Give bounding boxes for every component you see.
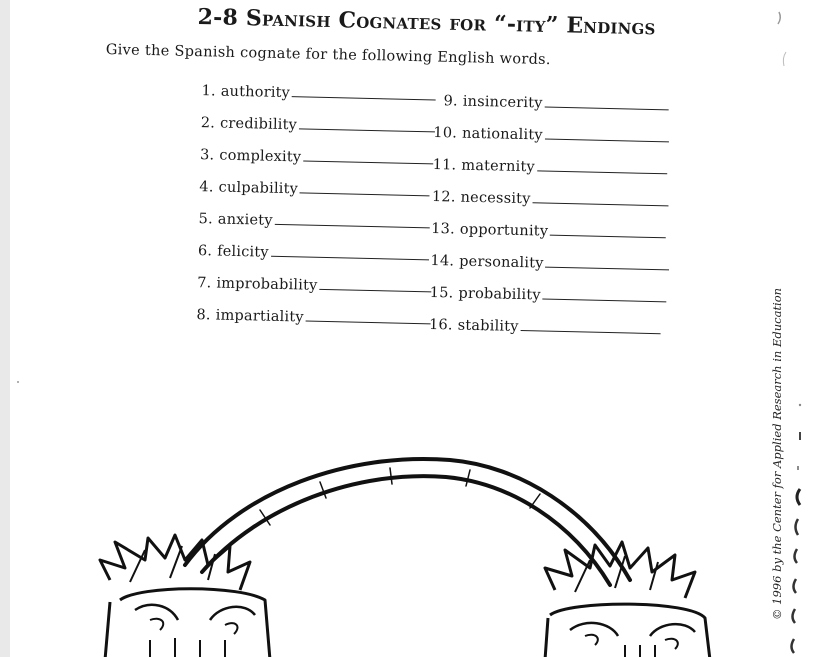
title-number: 2-8 (197, 4, 239, 31)
item-word: anxiety (217, 211, 273, 229)
item-word: complexity (219, 147, 302, 166)
item-word: opportunity (459, 221, 549, 240)
item-number: 6. (197, 243, 213, 260)
copyright-notice: © 1996 by the Center for Applied Research in Education (770, 287, 784, 620)
item-word: insincerity (462, 93, 543, 112)
item-number: 13. (431, 220, 456, 238)
item-number: 8. (196, 307, 211, 324)
item-number: 12. (431, 188, 456, 206)
item-number: 10. (433, 124, 458, 142)
item-word: credibility (219, 115, 298, 134)
item-word: personality (458, 253, 544, 272)
item-word: nationality (461, 125, 543, 144)
item-word: probability (458, 285, 541, 304)
instructions-text: Give the Spanish cognate for the following English words. (105, 42, 551, 69)
item-number: 1. (201, 83, 216, 100)
item-number: 11. (432, 156, 457, 174)
item-number: 2. (200, 115, 216, 132)
item-number: 5. (198, 211, 214, 228)
item-number: 4. (199, 179, 214, 196)
item-word: felicity (216, 243, 269, 261)
item-number: 16. (428, 316, 453, 334)
item-number: 9. (443, 93, 458, 110)
item-number: 3. (199, 147, 215, 164)
item-word: stability (457, 317, 519, 335)
item-number: 7. (197, 275, 212, 292)
item-number: 14. (430, 252, 455, 270)
item-word: maternity (461, 157, 536, 176)
item-word: culpability (218, 179, 299, 198)
item-word: necessity (460, 189, 531, 208)
title-text: Spanish Cognates for “-ity” Endings (245, 5, 656, 41)
worksheet-page (10, 0, 832, 657)
item-word: improbability (216, 275, 318, 294)
item-word: authority (220, 83, 291, 102)
item-number: 15. (429, 284, 454, 302)
pineapple-basket-illustration (90, 450, 740, 657)
item-word: impartiality (215, 307, 304, 326)
